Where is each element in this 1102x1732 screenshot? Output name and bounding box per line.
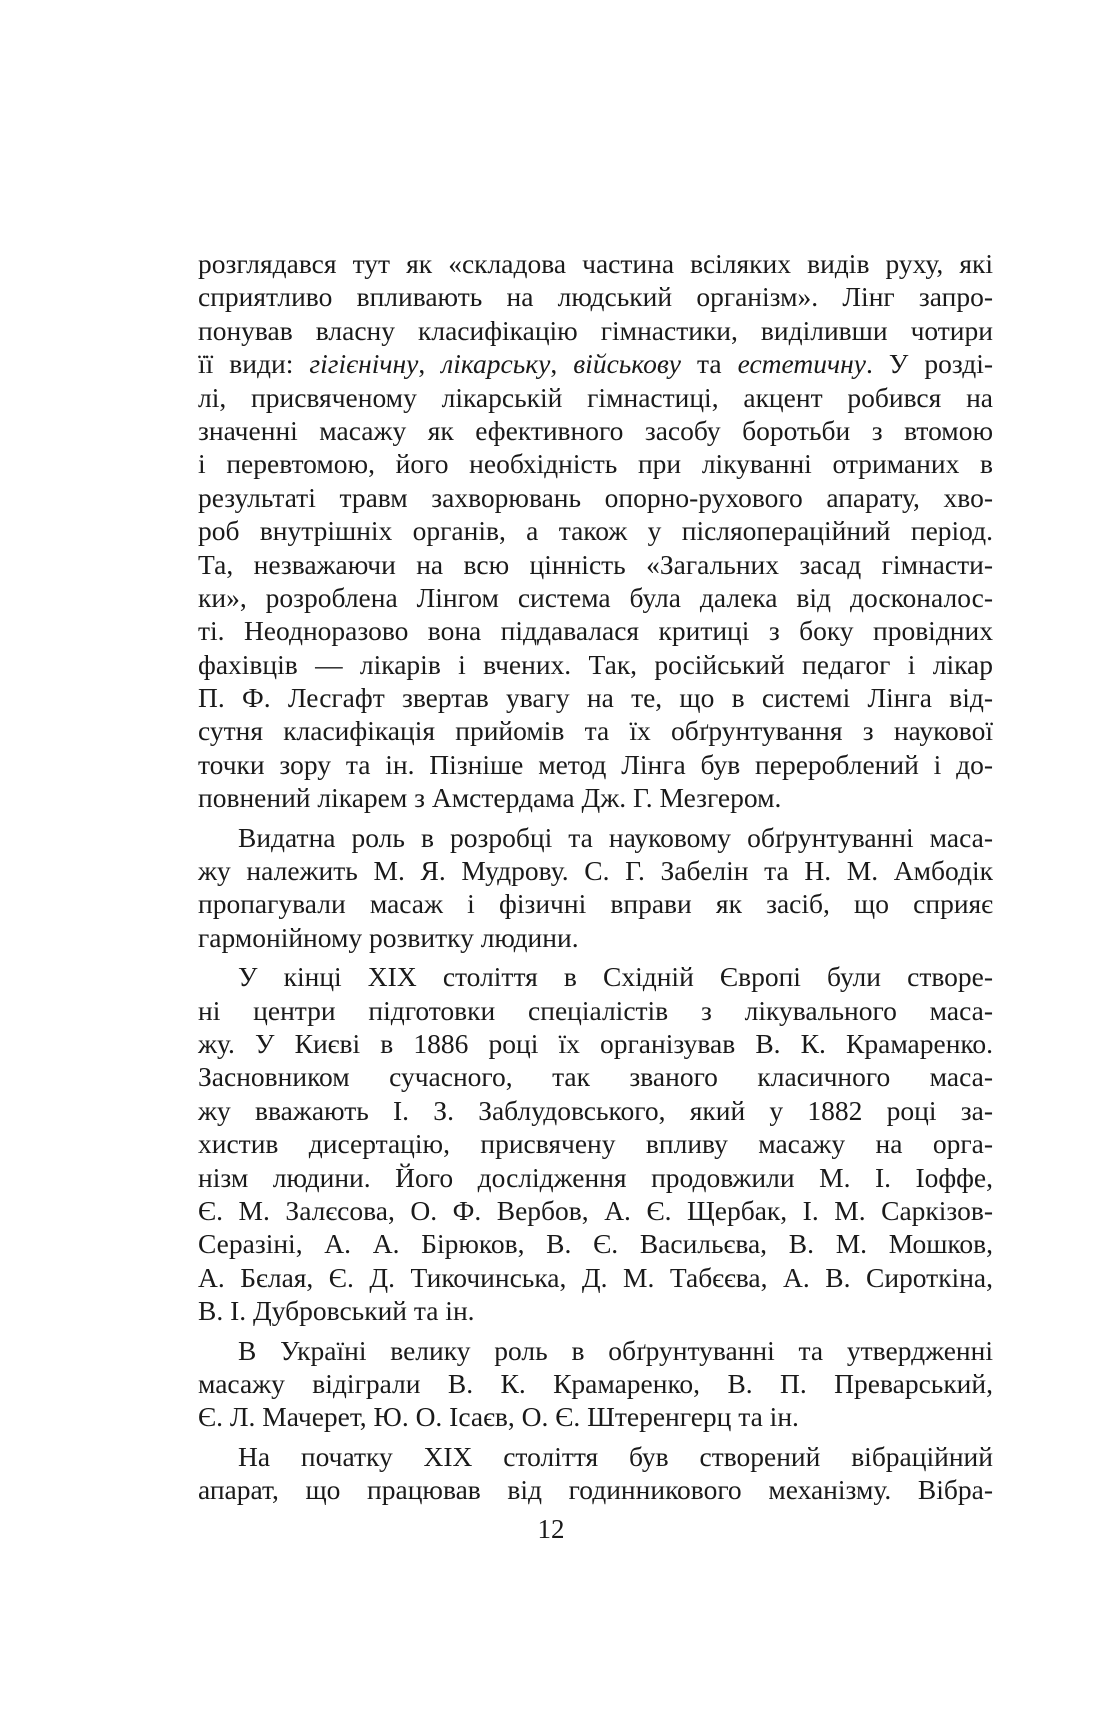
text-line — [198, 548, 993, 581]
paragraph — [198, 1440, 993, 1507]
text-run: значенні масажу як ефективного засобу боротьби з втомою — [198, 414, 993, 446]
text-run: ті. Неодноразово вона піддавалася критиці з боку провідних — [198, 615, 993, 647]
text-line — [198, 960, 993, 993]
text-line — [198, 347, 993, 380]
paragraph — [198, 247, 993, 815]
text-run: В Україні велику роль в обґрунтуванні та утвердженні — [238, 1334, 993, 1366]
emphasis-text: гігієнічну — [309, 348, 419, 380]
paragraph — [198, 821, 993, 955]
text-line — [198, 1161, 993, 1194]
text-run: ки», розроблена Лінгом система була далека від досконалос- — [198, 581, 993, 613]
text-line — [198, 921, 993, 954]
text-run: розглядався тут як «складова частина всіляких видів руху, які — [198, 248, 993, 279]
text-line — [198, 648, 993, 681]
text-line — [198, 1027, 993, 1060]
text-run: сприятливо впливають на людський організм». Лінг запро- — [198, 281, 993, 313]
text-line — [198, 994, 993, 1027]
text-run: На початку XIX століття був створений вібраційний — [238, 1440, 993, 1472]
text-run: повнений лікарем з Амстердама Дж. Г. Мезгером. — [198, 782, 782, 814]
text-run: її види: — [198, 348, 310, 380]
text-run: гармонійному розвитку людини. — [198, 921, 579, 953]
text-run: жу. У Києві в 1886 році їх організував В. К. Крамаренко. — [198, 1027, 993, 1059]
text-run: жу належить М. Я. Мудрову. С. Г. Забелін та Н. М. Амбодік — [198, 855, 993, 887]
text-run: апарат, що працював від годинникового механізму. Вібра- — [198, 1474, 993, 1506]
text-run: Є. М. Залєсова, О. Ф. Вербов, А. Є. Щербак, І. М. Саркізов- — [198, 1194, 993, 1226]
text-run: , — [550, 348, 574, 380]
emphasis-text: естетичну — [737, 348, 866, 380]
text-run: точки зору та ін. Пізніше метод Лінга був перероблений і до- — [198, 748, 993, 780]
paragraph — [198, 960, 993, 1327]
text-run: пропагували масаж і фізичні вправи як засіб, що сприяє — [198, 888, 993, 920]
text-line — [198, 514, 993, 547]
text-run: Видатна роль в розробці та науковому обґрунтуванні маса- — [238, 821, 993, 853]
text-run: , — [418, 348, 442, 380]
text-line — [198, 1094, 993, 1127]
text-line — [198, 887, 993, 920]
text-line — [198, 1127, 993, 1160]
text-run: Засновником сучасного, так званого класичного маса- — [198, 1061, 993, 1093]
text-run: результаті травм захворювань опорно-рухового апарату, хво- — [198, 481, 993, 513]
text-run: В. І. Дубровський та ін. — [198, 1295, 475, 1327]
text-run: та — [681, 348, 738, 380]
text-run: масажу відіграли В. К. Крамаренко, В. П. Преварський, — [198, 1367, 993, 1399]
text-line — [198, 481, 993, 514]
text-line — [198, 1334, 993, 1367]
text-run: хистив дисертацію, присвячену впливу масажу на орга- — [198, 1128, 993, 1160]
text-run: лі, присвяченому лікарській гімнастиці, акцент робився на — [198, 381, 993, 413]
text-line — [198, 1440, 993, 1473]
text-line — [198, 714, 993, 747]
text-run: фахівців — лікарів і вчених. Так, російський педагог і лікар — [198, 648, 993, 680]
text-run: Серазіні, А. А. Бірюков, В. Є. Васильєва, В. М. Мошков, — [198, 1228, 993, 1260]
text-line — [198, 854, 993, 887]
text-line — [198, 1473, 993, 1506]
text-run: . У розді- — [865, 348, 993, 380]
text-line — [198, 614, 993, 647]
text-line — [198, 1060, 993, 1093]
text-run: сутня класифікація прийомів та їх обґрунтування з наукової — [198, 715, 993, 747]
page-number: 12 — [537, 1514, 565, 1544]
text-line — [198, 1367, 993, 1400]
text-line — [198, 781, 993, 814]
text-line — [198, 821, 993, 854]
text-run: Є. Л. Мачерет, Ю. О. Ісаєв, О. Є. Штеренгерц та ін. — [198, 1401, 799, 1433]
text-line — [198, 247, 993, 280]
text-line — [198, 1261, 993, 1294]
text-run: і перевтомою, його необхідність при лікуванні отриманих в — [198, 448, 993, 480]
text-run: нізм людини. Його дослідження продовжили М. І. Іоффе, — [198, 1161, 993, 1193]
text-run: понував власну класифікацію гімнастики, виділивши чотири — [198, 314, 993, 346]
paragraph — [198, 1334, 993, 1434]
text-line — [198, 280, 993, 313]
text-run: роб внутрішніх органів, а також у післяопераційний період. — [198, 515, 993, 547]
text-run: ні центри підготовки спеціалістів з лікувального маса- — [198, 994, 993, 1026]
emphasis-text: військову — [573, 348, 682, 380]
text-run: У кінці XIX століття в Східній Європі були створе- — [238, 961, 993, 993]
text-line — [198, 1194, 993, 1227]
text-line — [198, 314, 993, 347]
text-line — [198, 1400, 993, 1433]
text-run: А. Бєлая, Є. Д. Тикочинська, Д. М. Табєєва, А. В. Сироткіна, — [198, 1261, 993, 1293]
text-run: жу вважають І. З. Заблудовського, який у 1882 році за- — [198, 1094, 993, 1126]
text-run: П. Ф. Лесгафт звертав увагу на те, що в системі Лінга від- — [198, 682, 993, 714]
text-line — [198, 381, 993, 414]
text-line — [198, 1294, 993, 1327]
text-run: Та, незважаючи на всю цінність «Загальних засад гімнасти- — [198, 548, 993, 580]
text-line — [198, 581, 993, 614]
text-line — [198, 681, 993, 714]
text-line — [198, 414, 993, 447]
page-body — [198, 247, 993, 1506]
text-line — [198, 748, 993, 781]
text-line — [198, 1227, 993, 1260]
emphasis-text: лікарську — [441, 348, 551, 380]
text-line — [198, 447, 993, 480]
